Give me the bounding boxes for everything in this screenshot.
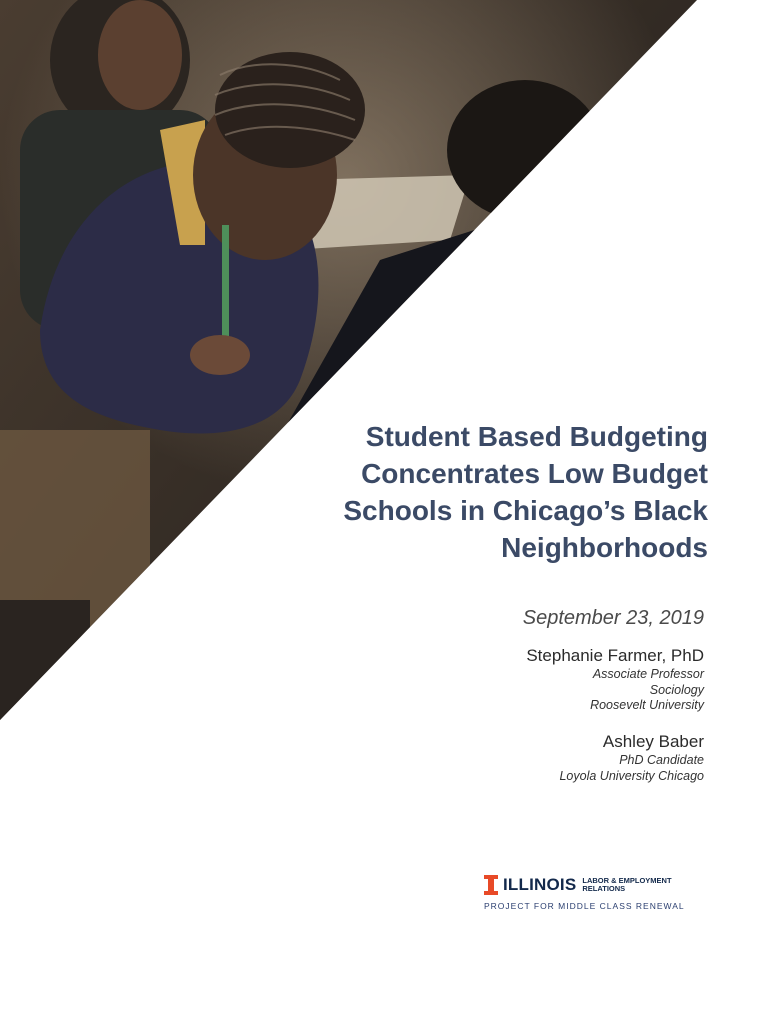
logo-unit bbox=[582, 877, 671, 893]
title-line: Schools in Chicago’s Black bbox=[343, 495, 708, 526]
author-name: Stephanie Farmer, PhD bbox=[526, 646, 704, 665]
title-line: Neighborhoods bbox=[501, 532, 708, 563]
logo-tagline: PROJECT FOR MIDDLE CLASS RENEWAL bbox=[484, 901, 685, 911]
logo-wordmark: ILLINOIS bbox=[503, 875, 577, 894]
author-institution: Loyola University Chicago bbox=[559, 768, 704, 783]
author-block bbox=[559, 731, 704, 784]
report-date: September 23, 2019 bbox=[522, 607, 704, 629]
author-department: Sociology bbox=[649, 682, 704, 697]
author-block bbox=[526, 645, 704, 714]
author-institution: Roosevelt University bbox=[590, 698, 704, 712]
logo-row bbox=[484, 874, 672, 896]
illinois-ler-logo bbox=[484, 874, 704, 914]
title-line: Concentrates Low Budget bbox=[361, 458, 708, 489]
author-name: Ashley Baber bbox=[602, 732, 704, 751]
report-title bbox=[290, 418, 708, 566]
logo-unit-line: LABOR & EMPLOYMENT bbox=[582, 876, 672, 885]
block-i-icon bbox=[484, 875, 498, 895]
title-line: Student Based Budgeting bbox=[365, 421, 708, 452]
author-title: PhD Candidate bbox=[619, 753, 704, 767]
logo-unit-line: RELATIONS bbox=[582, 884, 626, 893]
author-title: Associate Professor bbox=[592, 667, 704, 681]
